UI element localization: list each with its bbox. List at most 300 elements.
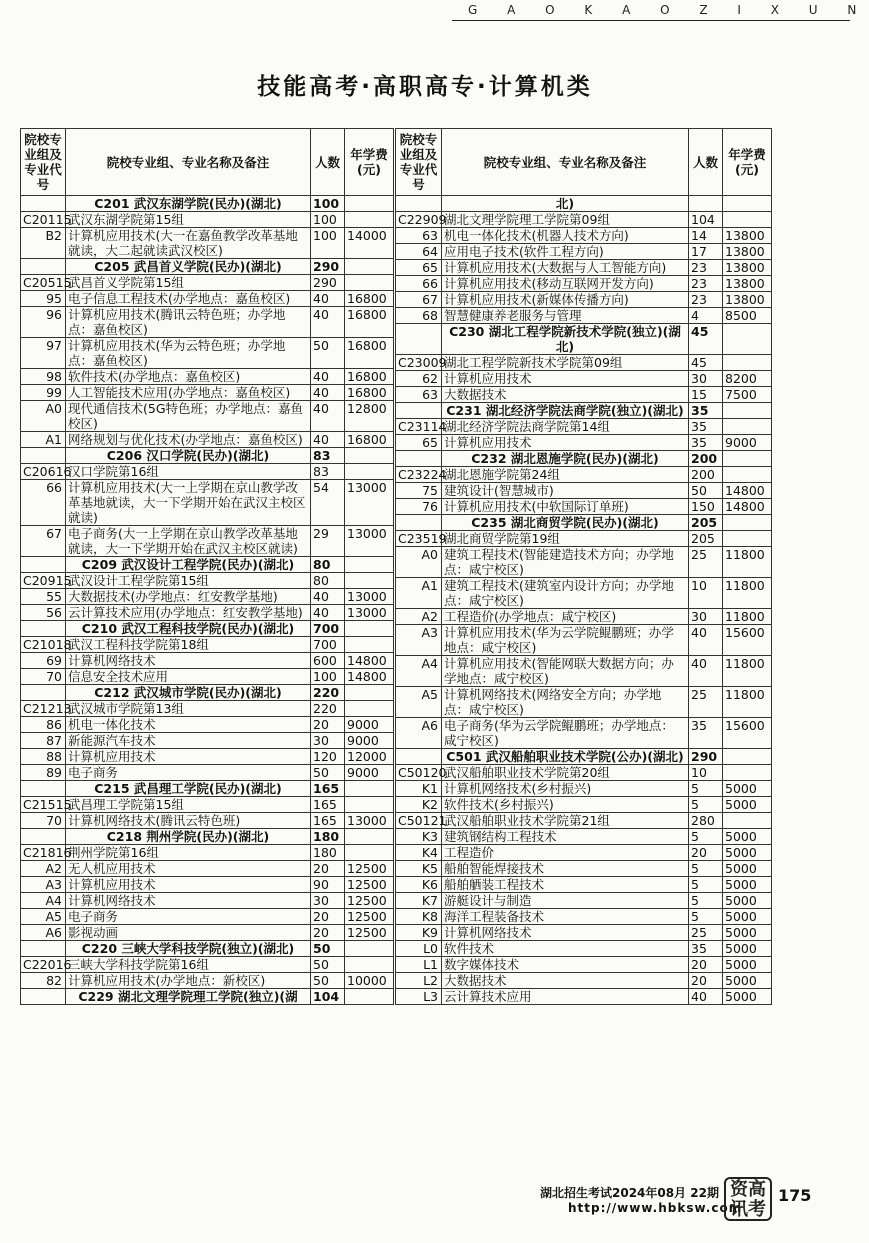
code-cell: C23009 <box>396 355 442 371</box>
name-cell: 计算机应用技术(华为云特色班；办学地点：嘉鱼校区) <box>66 338 311 369</box>
code-cell: 99 <box>21 385 66 401</box>
name-cell: 建筑工程技术(建筑室内设计方向；办学地点：咸宁校区) <box>442 578 689 609</box>
name-cell: 计算机应用技术(华为云学院鲲鹏班；办学地点：咸宁校区) <box>442 625 689 656</box>
fee-cell <box>345 781 394 797</box>
code-cell <box>396 515 442 531</box>
name-cell: 计算机应用技术(新媒体传播方向) <box>442 292 689 308</box>
count-cell: 20 <box>311 717 345 733</box>
code-cell: 97 <box>21 338 66 369</box>
fee-cell: 13000 <box>345 526 394 557</box>
table-row <box>396 765 772 781</box>
name-cell: 计算机应用技术(中软国际订单班) <box>442 499 689 515</box>
table-row <box>21 861 394 877</box>
name-cell: 云计算技术应用 <box>442 989 689 1005</box>
name-cell: 网络规划与优化技术(办学地点：嘉鱼校区) <box>66 432 311 448</box>
left-admissions-table <box>20 128 394 1005</box>
code-cell: C23224 <box>396 467 442 483</box>
count-cell: 40 <box>311 385 345 401</box>
table-row <box>396 355 772 371</box>
col-header-code: 院校专业组及专业代号 <box>396 129 442 196</box>
fee-cell: 14800 <box>345 669 394 685</box>
fee-cell: 5000 <box>723 845 772 861</box>
count-cell: 35 <box>689 435 723 451</box>
table-row <box>396 499 772 515</box>
name-cell: 船舶舾装工程技术 <box>442 877 689 893</box>
count-cell: 200 <box>689 451 723 467</box>
name-cell: 建筑设计(智慧城市) <box>442 483 689 499</box>
count-cell: 50 <box>311 941 345 957</box>
name-cell: 计算机网络技术 <box>66 653 311 669</box>
count-cell: 180 <box>311 829 345 845</box>
count-cell: 100 <box>311 228 345 259</box>
page-title: 技能高考·高职高专·计算机类 <box>257 74 593 100</box>
fee-cell: 13800 <box>723 244 772 260</box>
name-cell: 湖北商贸学院第19组 <box>442 531 689 547</box>
code-cell: 70 <box>21 813 66 829</box>
name-cell: 电子商务 <box>66 909 311 925</box>
name-cell: 计算机应用技术(智能网联大数据方向；办学地点：咸宁校区) <box>442 656 689 687</box>
code-cell: A3 <box>21 877 66 893</box>
name-cell: 工程造价 <box>442 845 689 861</box>
table-row <box>21 589 394 605</box>
fee-cell: 5000 <box>723 829 772 845</box>
school-group-row <box>21 941 394 957</box>
name-cell: 影视动画 <box>66 925 311 941</box>
fee-cell: 5000 <box>723 781 772 797</box>
name-cell: 海洋工程装备技术 <box>442 909 689 925</box>
fee-cell: 16800 <box>345 385 394 401</box>
code-cell: 65 <box>396 260 442 276</box>
count-cell: 104 <box>311 989 345 1005</box>
code-cell <box>21 829 66 845</box>
table-row <box>396 941 772 957</box>
fee-cell: 9000 <box>345 765 394 781</box>
count-cell: 5 <box>689 893 723 909</box>
code-cell: K2 <box>396 797 442 813</box>
col-header-fee: 年学费(元) <box>723 129 772 196</box>
fee-cell: 13800 <box>723 228 772 244</box>
code-cell: K4 <box>396 845 442 861</box>
fee-cell: 12500 <box>345 925 394 941</box>
count-cell: 700 <box>311 637 345 653</box>
table-row <box>21 909 394 925</box>
count-cell: 30 <box>689 371 723 387</box>
table-row <box>396 196 772 212</box>
code-cell: A5 <box>21 909 66 925</box>
code-cell: 69 <box>21 653 66 669</box>
count-cell: 40 <box>311 369 345 385</box>
count-cell: 40 <box>689 989 723 1005</box>
name-cell: C235 湖北商贸学院(民办)(湖北) <box>442 515 689 531</box>
code-cell: 98 <box>21 369 66 385</box>
table-row <box>21 925 394 941</box>
count-cell: 700 <box>311 621 345 637</box>
fee-cell: 12500 <box>345 877 394 893</box>
name-cell: 武汉设计工程学院第15组 <box>66 573 311 589</box>
code-cell: C21816 <box>21 845 66 861</box>
right-table-body <box>396 196 772 1005</box>
name-cell: 云计算技术应用(办学地点：红安教学基地) <box>66 605 311 621</box>
code-cell: L1 <box>396 957 442 973</box>
table-row <box>396 797 772 813</box>
col-header-count: 人数 <box>311 129 345 196</box>
count-cell: 80 <box>311 557 345 573</box>
school-group-row <box>21 781 394 797</box>
website-url: http://www.hbksw.com <box>568 1201 743 1215</box>
name-cell: 三峡大学科技学院第16组 <box>66 957 311 973</box>
code-cell: K1 <box>396 781 442 797</box>
count-cell: 220 <box>311 701 345 717</box>
name-cell: 现代通信技术(5G特色班；办学地点：嘉鱼校区) <box>66 401 311 432</box>
left-table-body <box>21 196 394 1005</box>
fee-cell: 12500 <box>345 893 394 909</box>
fee-cell <box>345 259 394 275</box>
count-cell: 120 <box>311 749 345 765</box>
name-cell: C218 荆州学院(民办)(湖北) <box>66 829 311 845</box>
count-cell: 10 <box>689 765 723 781</box>
count-cell: 20 <box>689 845 723 861</box>
count-cell: 205 <box>689 515 723 531</box>
name-cell: C220 三峡大学科技学院(独立)(湖北) <box>66 941 311 957</box>
fee-cell <box>345 557 394 573</box>
count-cell: 25 <box>689 687 723 718</box>
fee-cell <box>723 355 772 371</box>
table-row <box>396 547 772 578</box>
table-row <box>21 307 394 338</box>
count-cell: 290 <box>311 275 345 291</box>
table-row <box>21 653 394 669</box>
name-cell: 电子商务 <box>66 765 311 781</box>
fee-cell <box>723 813 772 829</box>
fee-cell: 5000 <box>723 957 772 973</box>
name-cell: 无人机应用技术 <box>66 861 311 877</box>
count-cell: 104 <box>689 212 723 228</box>
count-cell: 20 <box>311 861 345 877</box>
fee-cell: 16800 <box>345 432 394 448</box>
school-group-row <box>21 259 394 275</box>
code-cell: 63 <box>396 387 442 403</box>
code-cell: K9 <box>396 925 442 941</box>
name-cell: 大数据技术 <box>442 973 689 989</box>
table-row <box>396 609 772 625</box>
table-row <box>396 244 772 260</box>
school-group-row <box>21 448 394 464</box>
fee-cell: 13000 <box>345 605 394 621</box>
count-cell: 25 <box>689 547 723 578</box>
fee-cell: 5000 <box>723 941 772 957</box>
name-cell: 荆州学院第16组 <box>66 845 311 861</box>
name-cell: C215 武昌理工学院(民办)(湖北) <box>66 781 311 797</box>
fee-cell: 14800 <box>345 653 394 669</box>
table-row <box>396 212 772 228</box>
table-row <box>396 276 772 292</box>
name-cell: 计算机网络技术(腾讯云特色班) <box>66 813 311 829</box>
count-cell: 83 <box>311 448 345 464</box>
code-cell <box>396 403 442 419</box>
count-cell: 100 <box>311 669 345 685</box>
code-cell: 55 <box>21 589 66 605</box>
code-cell: 96 <box>21 307 66 338</box>
code-cell <box>21 781 66 797</box>
name-cell: 武昌理工学院第15组 <box>66 797 311 813</box>
code-cell: K5 <box>396 861 442 877</box>
table-row <box>396 877 772 893</box>
code-cell <box>396 749 442 765</box>
name-cell: 计算机应用技术 <box>442 435 689 451</box>
fee-cell: 14000 <box>345 228 394 259</box>
name-cell: 计算机应用技术 <box>66 749 311 765</box>
code-cell: 66 <box>396 276 442 292</box>
name-cell: 电子信息工程技术(办学地点：嘉鱼校区) <box>66 291 311 307</box>
code-cell: A1 <box>21 432 66 448</box>
count-cell: 5 <box>689 877 723 893</box>
code-cell: 68 <box>396 308 442 324</box>
code-cell: 87 <box>21 733 66 749</box>
fee-cell: 9000 <box>345 717 394 733</box>
table-row <box>396 989 772 1005</box>
count-cell: 200 <box>689 467 723 483</box>
count-cell: 165 <box>311 781 345 797</box>
code-cell: 64 <box>396 244 442 260</box>
count-cell: 23 <box>689 260 723 276</box>
name-cell: C232 湖北恩施学院(民办)(湖北) <box>442 451 689 467</box>
name-cell: 建筑工程技术(智能建造技术方向；办学地点：咸宁校区) <box>442 547 689 578</box>
code-cell: C21515 <box>21 797 66 813</box>
code-cell: 66 <box>21 480 66 526</box>
count-cell: 40 <box>311 589 345 605</box>
code-cell: K3 <box>396 829 442 845</box>
count-cell: 280 <box>689 813 723 829</box>
fee-cell: 5000 <box>723 893 772 909</box>
name-cell: 北) <box>442 196 689 212</box>
count-cell: 220 <box>311 685 345 701</box>
count-cell: 100 <box>311 212 345 228</box>
code-cell: C23114 <box>396 419 442 435</box>
name-cell: 软件技术(办学地点：嘉鱼校区) <box>66 369 311 385</box>
fee-cell <box>345 797 394 813</box>
name-cell: 信息安全技术应用 <box>66 669 311 685</box>
name-cell: C501 武汉船舶职业技术学院(公办)(湖北) <box>442 749 689 765</box>
name-cell: 电子商务(华为云学院鲲鹏班；办学地点：咸宁校区) <box>442 718 689 749</box>
code-cell <box>396 324 442 355</box>
name-cell: 武汉东湖学院第15组 <box>66 212 311 228</box>
code-cell: C20616 <box>21 464 66 480</box>
school-group-row <box>396 451 772 467</box>
count-cell: 5 <box>689 861 723 877</box>
code-cell: 89 <box>21 765 66 781</box>
count-cell: 30 <box>311 733 345 749</box>
code-cell <box>21 941 66 957</box>
name-cell: 工程造价(办学地点：咸宁校区) <box>442 609 689 625</box>
code-cell <box>21 448 66 464</box>
fee-cell <box>345 845 394 861</box>
col-header-count: 人数 <box>689 129 723 196</box>
code-cell: 88 <box>21 749 66 765</box>
name-cell: 机电一体化技术(机器人技术方向) <box>442 228 689 244</box>
fee-cell <box>723 515 772 531</box>
fee-cell <box>345 196 394 212</box>
code-cell: A6 <box>21 925 66 941</box>
name-cell: 新能源汽车技术 <box>66 733 311 749</box>
school-group-row <box>21 621 394 637</box>
code-cell <box>396 451 442 467</box>
fee-cell: 5000 <box>723 861 772 877</box>
table-row <box>21 765 394 781</box>
code-cell: A6 <box>396 718 442 749</box>
name-cell: C209 武汉设计工程学院(民办)(湖北) <box>66 557 311 573</box>
count-cell <box>689 196 723 212</box>
count-cell: 205 <box>689 531 723 547</box>
name-cell: 人工智能技术应用(办学地点：嘉鱼校区) <box>66 385 311 401</box>
count-cell: 20 <box>311 925 345 941</box>
code-cell: C21018 <box>21 637 66 653</box>
table-row <box>21 291 394 307</box>
name-cell: C231 湖北经济学院法商学院(独立)(湖北) <box>442 403 689 419</box>
fee-cell <box>345 573 394 589</box>
name-cell: 计算机应用技术(大数据与人工智能方向) <box>442 260 689 276</box>
fee-cell: 13000 <box>345 589 394 605</box>
count-cell: 290 <box>311 259 345 275</box>
code-cell: L0 <box>396 941 442 957</box>
name-cell: 计算机应用技术(移动互联网开发方向) <box>442 276 689 292</box>
count-cell: 54 <box>311 480 345 526</box>
table-row <box>396 625 772 656</box>
code-cell: C22016 <box>21 957 66 973</box>
count-cell: 90 <box>311 877 345 893</box>
fee-cell: 13800 <box>723 276 772 292</box>
code-cell: 62 <box>396 371 442 387</box>
fee-cell <box>723 765 772 781</box>
fee-cell: 11800 <box>723 687 772 718</box>
name-cell: 大数据技术(办学地点：红安教学基地) <box>66 589 311 605</box>
name-cell: 汉口学院第16组 <box>66 464 311 480</box>
name-cell: 计算机应用技术 <box>442 371 689 387</box>
code-cell: A4 <box>21 893 66 909</box>
count-cell: 40 <box>689 625 723 656</box>
count-cell: 50 <box>311 973 345 989</box>
table-row <box>396 973 772 989</box>
fee-cell: 16800 <box>345 369 394 385</box>
count-cell: 50 <box>311 338 345 369</box>
fee-cell: 16800 <box>345 291 394 307</box>
fee-cell: 13000 <box>345 813 394 829</box>
table-row <box>21 957 394 973</box>
fee-cell: 12800 <box>345 401 394 432</box>
code-cell <box>21 259 66 275</box>
fee-cell: 7500 <box>723 387 772 403</box>
name-cell: C201 武汉东湖学院(民办)(湖北) <box>66 196 311 212</box>
fee-cell: 11800 <box>723 609 772 625</box>
school-group-row <box>21 829 394 845</box>
table-row <box>21 893 394 909</box>
name-cell: 船舶智能焊接技术 <box>442 861 689 877</box>
table-row <box>396 845 772 861</box>
count-cell: 35 <box>689 718 723 749</box>
table-row <box>21 480 394 526</box>
code-cell: A1 <box>396 578 442 609</box>
count-cell: 35 <box>689 403 723 419</box>
fee-cell <box>723 531 772 547</box>
table-row <box>21 717 394 733</box>
magazine-logo: 资高讯考 <box>724 1177 772 1221</box>
school-group-row <box>396 515 772 531</box>
table-row <box>396 718 772 749</box>
name-cell: 建筑钢结构工程技术 <box>442 829 689 845</box>
fee-cell <box>723 403 772 419</box>
name-cell: 湖北恩施学院第24组 <box>442 467 689 483</box>
school-group-row <box>21 989 394 1005</box>
fee-cell <box>723 196 772 212</box>
count-cell: 40 <box>311 432 345 448</box>
code-cell: C20515 <box>21 275 66 291</box>
count-cell: 40 <box>689 656 723 687</box>
name-cell: 智慧健康养老服务与管理 <box>442 308 689 324</box>
fee-cell <box>345 212 394 228</box>
school-group-row <box>396 403 772 419</box>
name-cell: 武昌首义学院第15组 <box>66 275 311 291</box>
name-cell: 电子商务(大一上学期在京山教学改革基地就读，大一下学期开始在武汉主校区就读) <box>66 526 311 557</box>
fee-cell: 16800 <box>345 338 394 369</box>
table-row <box>21 369 394 385</box>
count-cell: 17 <box>689 244 723 260</box>
count-cell: 35 <box>689 419 723 435</box>
code-cell: C20915 <box>21 573 66 589</box>
code-cell: L2 <box>396 973 442 989</box>
table-row <box>396 957 772 973</box>
table-row <box>21 464 394 480</box>
count-cell: 5 <box>689 829 723 845</box>
fee-cell: 12500 <box>345 909 394 925</box>
right-table-wrap <box>395 128 772 1005</box>
fee-cell: 8200 <box>723 371 772 387</box>
name-cell: 武汉船舶职业技术学院第21组 <box>442 813 689 829</box>
school-group-row <box>21 196 394 212</box>
fee-cell: 15600 <box>723 718 772 749</box>
code-cell: C23519 <box>396 531 442 547</box>
code-cell <box>21 989 66 1005</box>
code-cell: 82 <box>21 973 66 989</box>
code-cell: 70 <box>21 669 66 685</box>
col-header-name: 院校专业组、专业名称及备注 <box>442 129 689 196</box>
code-cell: C50121 <box>396 813 442 829</box>
fee-cell <box>345 941 394 957</box>
fee-cell: 5000 <box>723 925 772 941</box>
table-row <box>396 925 772 941</box>
name-cell: 软件技术(乡村振兴) <box>442 797 689 813</box>
fee-cell: 5000 <box>723 989 772 1005</box>
fee-cell <box>345 448 394 464</box>
name-cell: 武汉船舶职业技术学院第20组 <box>442 765 689 781</box>
code-cell: C20115 <box>21 212 66 228</box>
fee-cell <box>345 685 394 701</box>
name-cell: C206 汉口学院(民办)(湖北) <box>66 448 311 464</box>
table-row <box>21 637 394 653</box>
table-row <box>396 308 772 324</box>
name-cell: 湖北工程学院新技术学院第09组 <box>442 355 689 371</box>
table-row <box>396 893 772 909</box>
table-row <box>21 573 394 589</box>
count-cell: 83 <box>311 464 345 480</box>
count-cell: 10 <box>689 578 723 609</box>
count-cell: 50 <box>689 483 723 499</box>
fee-cell: 11800 <box>723 547 772 578</box>
count-cell: 20 <box>689 957 723 973</box>
col-header-code: 院校专业组及专业代号 <box>21 129 66 196</box>
fee-cell: 15600 <box>723 625 772 656</box>
count-cell: 45 <box>689 324 723 355</box>
brand-header: G A O K A O Z I X U N <box>468 3 869 17</box>
count-cell: 80 <box>311 573 345 589</box>
